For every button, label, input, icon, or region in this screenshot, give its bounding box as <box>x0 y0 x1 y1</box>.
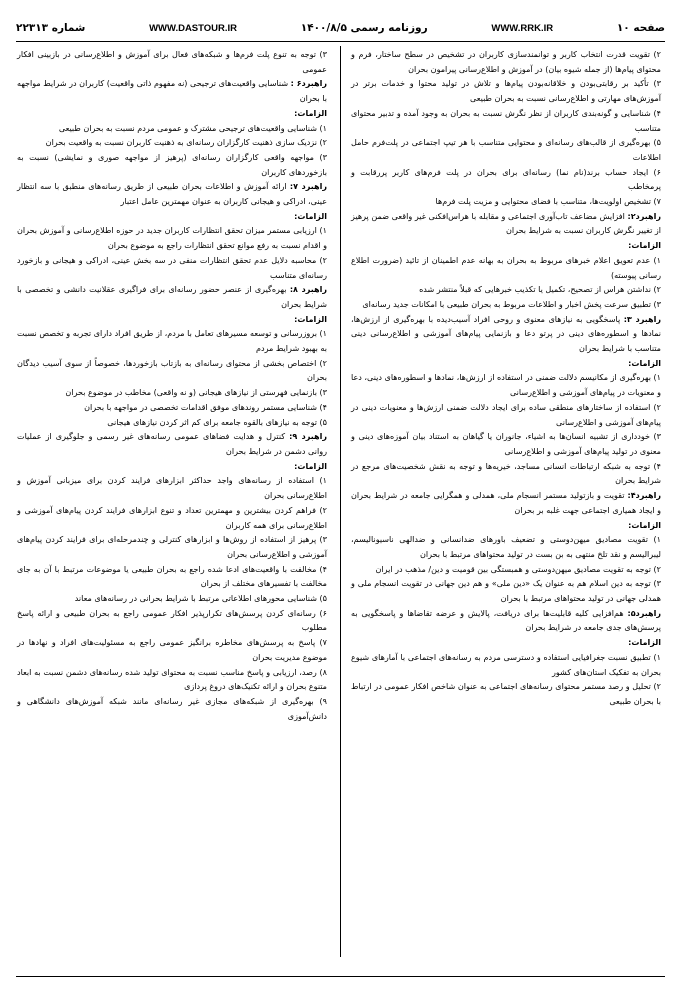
paragraph-text: ۵) شناسایی محورهای اطلاعاتی مرتبط با شرایط بحرانی در رسانه‌های معاند <box>74 594 327 604</box>
paragraph <box>17 313 327 328</box>
paragraph-text: ۶) رسانه‌ای کردن پرسش‌های تکرارپذیر افکار عمومی راجع به بحران طبیعی و ارائه پاسخ مطلوب <box>17 608 327 633</box>
paragraph <box>351 298 661 313</box>
paragraph <box>17 151 327 180</box>
paragraph-text: ۲) استفاده از ساختارهای منطقی ساده برای ایجاد دلالت ضمنی ارزش‌ها و معنویات دینی در پیام‌های آموزشی و اطلاع‌رسانی <box>351 402 661 427</box>
paragraph-text: کنترل و هدایت فضاهای عمومی رسانه‌های غیر رسمی و جلوگیری از عملیات روانی دشمن در شرایط بحران <box>17 432 327 456</box>
paragraph <box>17 107 327 122</box>
paragraph <box>351 636 661 651</box>
paragraph-lead: راهبرد۴: <box>627 491 661 501</box>
paragraph-text: ۳) تطبیق سرعت پخش اخبار و اطلاعات مربوط به بحران طبیعی با امکانات جدید رسانه‌ای <box>362 299 661 309</box>
paragraph-text: ۴) توجه به شبکه ارتباطات انسانی مساجد، خیریه‌ها و توجه به نقش شخصیت‌های مرجع در شرایط بحران <box>351 461 661 486</box>
column-divider <box>340 46 341 957</box>
paragraph <box>17 533 327 562</box>
paragraph <box>351 651 661 680</box>
paragraph <box>351 239 661 254</box>
paragraph <box>17 607 327 636</box>
paragraph <box>351 283 661 298</box>
paragraph-text: شناسایی واقعیت‌های ترجیحی (نه مفهوم ذاتی واقعیت) کاربران در شرایط مواجهه با بحران <box>17 79 327 104</box>
paragraph-lead: الزامات: <box>294 461 327 471</box>
paragraph <box>351 460 661 489</box>
paragraph <box>17 430 327 459</box>
paragraph <box>351 107 661 136</box>
paragraph-text: بهره‌گیری از عنصر حضور رسانه‌ای برای فراگیری عقلانیت دانشی و تخصصی با شرایط بحران <box>17 285 327 309</box>
paragraph <box>17 386 327 401</box>
paragraph <box>351 519 661 534</box>
paragraph <box>351 210 661 239</box>
paragraph <box>17 136 327 151</box>
paragraph <box>351 136 661 165</box>
paragraph <box>351 166 661 195</box>
paragraph-text: ۳) خودداری از تشبیه انسان‌ها به اشیاء، جانوران یا گیاهان به استناد بیان آموزه‌های دینی و معنوی در تولید پیام‌های آموزشی و اطلاع‌رسانی <box>351 432 661 456</box>
paragraph-text: ۶) ایجاد حساب برند(نام نما) رسانه‌ای برای بحران در پلت فرم‌های کاربر پررقابت و پرمخاطب <box>351 167 661 192</box>
paragraph <box>351 313 661 357</box>
page-number: صفحه ۱۰ <box>616 22 665 34</box>
paragraph-text: ۱) عدم تعویق اعلام خبرهای مربوط به بحران به بهانه عدم اطمینان از تائید (ضرورت اطلاع رسانی پیوسته) <box>351 255 661 280</box>
paragraph-text: ۳) مواجهه واقعی کارگزاران رسانه‌ای (پرهیز از مواجهه صوری و نمایشی) نسبت به بازخوردهای کاربران <box>17 152 327 177</box>
paragraph <box>17 416 327 431</box>
site-link-dastour[interactable]: WWW.DASTOUR.IR <box>149 22 238 34</box>
paragraph-text: ۱) استفاده از رسانه‌های واجد حداکثر ابزارهای فرایند کردن برای میزبانی آموزش و اطلاع‌رسانی بحران <box>17 476 327 501</box>
paragraph-text: ۱) بروزرسانی و توسعه مسیرهای تعامل با مردم، از طریق افراد دارای تجربه و تخصص نسبت به بهبود شرایط مردم <box>17 329 327 354</box>
paragraph <box>17 592 327 607</box>
paragraph-lead: راهبرد ۸: <box>289 285 327 295</box>
paragraph-text: ۴) مخالفت با واقعیت‌های ادعا شده راجع به بحران طبیعی یا موضوعات مرتبط با آن به جای مخالفت با تفسیرهای مختلف از بحران <box>17 564 327 589</box>
paragraph <box>17 122 327 137</box>
paragraph-text: ۲) نزدیک سازی ذهنیت کارگزاران رسانه‌ای به ذهنیت کاربران نسبت به واقعیت بحران <box>45 138 327 148</box>
paragraph <box>351 77 661 106</box>
paragraph <box>17 401 327 416</box>
paragraph <box>17 210 327 225</box>
paragraph <box>351 48 661 77</box>
paragraph-text: ۸) رصد، ارزیابی و پاسخ مناسب نسبت به محتوای تولید شده رسانه‌های دشمن نسبت به ابعاد متنوع بحران و ارائه تکنیک‌های دروغ پردازی <box>17 667 327 692</box>
paragraph-text: ارائه آموزش و اطلاعات بحران طبیعی از طریق رسانه‌های منطبق با سه انتظار عینی، ادراکی و هیجانی کاربران به عنوان مهمترین عامل اعتبار <box>17 182 327 207</box>
paragraph <box>17 224 327 253</box>
paragraph-text: ۵) بهره‌گیری از قالب‌های رسانه‌ای و محتوایی متناسب با هر تیپ اجتماعی در پلت‌فرم حامل اطلاعات <box>351 138 661 162</box>
paragraph <box>351 489 661 518</box>
paragraph <box>17 666 327 695</box>
paragraph-text: ۲) نداشتن هراس از تصحیح، تکمیل یا تکذیب خبرهایی که قبلاً منتشر شده <box>419 285 661 295</box>
left-column <box>17 48 327 724</box>
paragraph-text: پاسخگویی به نیازهای معنوی و روحی افراد آسیب‌دیده با بهره‌گیری از ارزش‌ها، نمادها و اسطوره‌های دینی در پرتو دعا و بازنمایی پیام‌های آموزشی و اطلاع‌رسانی دینی متناسب با شرایط بحران <box>351 314 661 354</box>
gazette-title-date: روزنامه رسمی ۱۴۰۰/۸/۵ <box>300 22 428 34</box>
paragraph-text: افزایش مضاعف تاب‌آوری اجتماعی و مقابله با هراس‌افکنی غیر واقعی ضمن پرهیز از تغییر نگرش کاربران نسبت به شرایط بحران <box>351 211 661 236</box>
paragraph <box>17 48 327 77</box>
paragraph-lead: راهبرد ۷: <box>289 182 327 192</box>
paragraph-text: ۱) شناسایی واقعیت‌های ترجیحی مشترک و عمومی مردم نسبت به بحران طبیعی <box>58 123 327 133</box>
paragraph-text: ۱) تطبیق نسبت جغرافیایی استفاده و دسترسی مردم به رسانه‌های اجتماعی با آمارهای شیوع بحران به تفکیک استان‌های کشور <box>351 652 661 677</box>
footer-rule <box>16 976 665 977</box>
paragraph <box>351 357 661 372</box>
paragraph <box>17 254 327 283</box>
paragraph-lead: الزامات: <box>294 211 327 221</box>
paragraph <box>17 283 327 312</box>
paragraph-text: ۳) تأکید بر رقابتی‌بودن و خلاقانه‌بودن پیام‌ها و تلاش در تولید محتوا و خدمات برتر در آموزش‌های مهارتی و اطلاع‌رسانی نسبت به بحران طبیعی <box>351 79 661 104</box>
paragraph <box>351 577 661 606</box>
paragraph-text: ۲) تقویت قدرت انتخاب کاربر و توانمندسازی کاربران در تشخیص در سطح ساختار، فرم و محتوای پیام‌ها (از جمله شیوه بیان) در آموزش و اطلاع‌رسانی پیرامون بحران <box>351 50 661 74</box>
paragraph-lead: راهبرد ۳: <box>623 314 661 324</box>
paragraph-text: ۴) شناسایی و گونه‌بندی کاربران از نظر نگرش نسبت به بحران به وجود آمده و تدبیر محتوای متناسب <box>351 108 661 133</box>
paragraph <box>351 607 661 636</box>
paragraph-text: ۱) ارزیابی مستمر میزان تحقق انتظارات کاربران جدید در حوزه اطلاع‌رسانی و آموزش بحران و اقدام نسبت به رفع موانع تحقق انتظارات راجع به موضوع بحران <box>17 226 327 251</box>
paragraph <box>17 77 327 106</box>
paragraph-text: تقویت و بازتولید مستمر انسجام ملی، همدلی و همگرایی جامعه در شرایط بحران و ایجاد همیاری اجتماعی جهت غلبه بر بحران <box>351 491 661 515</box>
right-column <box>351 48 661 710</box>
paragraph-text: ۳) پرهیز از استفاده از روش‌ها و ابزارهای کنترلی و چندمرحله‌ای برای فرایند کردن پیام‌های آموزشی و اطلاع‌رسانی بحران <box>17 535 327 559</box>
paragraph <box>351 371 661 400</box>
paragraph-lead: الزامات: <box>294 108 327 118</box>
site-link-rrk[interactable]: WWW.RRK.IR <box>491 22 554 34</box>
paragraph-lead: الزامات: <box>628 638 661 648</box>
page-header <box>16 18 665 38</box>
paragraph <box>351 254 661 283</box>
paragraph-text: ۲) اختصاص بخشی از محتوای رسانه‌ای به بازتاب بازخوردها، خصوصاً از سوی آسیب دیدگان بحران <box>17 358 327 383</box>
paragraph <box>351 401 661 430</box>
paragraph <box>351 533 661 562</box>
paragraph <box>351 680 661 709</box>
paragraph <box>351 195 661 210</box>
paragraph-text: ۳) توجه به دین اسلام هم به عنوان یک «دین ملی» و هم دین جهانی در تقویت انسجام ملی و همدلی جهانی در تولید محتواهای مرتبط با بحران <box>351 579 661 604</box>
paragraph-text: ۵) توجه به نیازهای بالقوه جامعه برای کم اثر کردن نیازهای هیجانی <box>107 417 327 427</box>
paragraph-text: ۲) فراهم کردن بیشترین و مهمترین تعداد و تنوع ابزارهای فرایند کردن پیام‌های آموزشی و اطلاع‌رسانی برای همه کاربران <box>17 505 327 530</box>
header-rule <box>16 41 665 42</box>
paragraph <box>351 430 661 459</box>
paragraph <box>17 180 327 209</box>
paragraph-text: ۱) تقویت مصادیق میهن‌دوستی و تضعیف باورهای ضدانسانی و ضدالهی ناسیونالیسم، لیبرالیسم و نقد تلخ منتهی به بن بست در تولید محتواهای مرتبط با بحران <box>351 535 661 559</box>
paragraph-lead: راهبرد۲: <box>627 211 661 221</box>
paragraph-lead: الزامات: <box>628 241 661 251</box>
paragraph <box>17 460 327 475</box>
paragraph <box>17 474 327 503</box>
paragraph-text: ۹) بهره‌گیری از شبکه‌های مجازی غیر رسانه‌ای مانند شبکه آموزش‌های دانشگاهی و دانش‌آموزی <box>17 696 327 721</box>
paragraph <box>17 695 327 724</box>
paragraph <box>17 327 327 356</box>
paragraph <box>351 563 661 578</box>
paragraph-text: ۱) بهره‌گیری از مکانیسم دلالت ضمنی در استفاده از ارزش‌ها، نمادها و اسطوره‌های دینی، دعا و معنویات در پیام‌های آموزشی و اطلاع‌رسانی <box>351 373 661 398</box>
paragraph <box>17 357 327 386</box>
paragraph-lead: الزامات: <box>628 520 661 530</box>
paragraph-text: ۴) شناسایی مستمر روندهای موفق اقدامات تخصصی در مواجهه با بحران <box>84 402 327 412</box>
paragraph <box>17 563 327 592</box>
paragraph-lead: راهبرد ۹: <box>289 432 327 442</box>
paragraph-text: ۲) توجه به تقویت مصادیق میهن‌دوستی و همبستگی بین قومیت و دین/ مذهب در ایران <box>375 564 661 574</box>
paragraph-text: ۲) تحلیل و رصد مستمر محتوای رسانه‌های اجتماعی به عنوان شاخص افکار عمومی در ارتباط با بحران طبیعی <box>351 682 661 706</box>
paragraph-lead: الزامات: <box>628 358 661 368</box>
paragraph-lead: راهبرد۶ : <box>290 79 327 89</box>
paragraph <box>17 636 327 665</box>
paragraph-text: ۲) محاسبه دلایل عدم تحقق انتظارات منفی در سه بخش عینی، ادراکی و هیجانی و بازخورد رسانه‌ای متناسب <box>17 255 327 280</box>
paragraph-text: ۷) تشخیص اولویت‌ها، متناسب با فضای محتوایی و مزیت پلت فرم‌ها <box>435 197 661 207</box>
paragraph-text: هم‌افزایی کلیه قابلیت‌ها برای دریافت، پالایش و عرضه تقاضاها و پاسخگویی به پرسش‌های جدی جامعه در شرایط بحران <box>351 608 661 633</box>
paragraph-lead: الزامات: <box>294 314 327 324</box>
issue-number: شماره ۲۲۳۱۳ <box>16 22 86 34</box>
paragraph-text: ۷) پاسخ به پرسش‌های مخاطره برانگیز عمومی راجع به مسئولیت‌های افراد و نهادها در موضوع مدیریت بحران <box>17 638 327 662</box>
paragraph-text: ۳) بازنمایی فهرستی از نیازهای هیجانی (و نه واقعی) مخاطب در موضوع بحران <box>65 388 327 398</box>
paragraph <box>17 504 327 533</box>
paragraph-text: ۳) توجه به تنوع پلت فرم‌ها و شبکه‌های فعال برای آموزش و اطلاع‌رسانی در بازبینی افکار عمومی <box>17 50 327 74</box>
paragraph-lead: راهبرد۵: <box>627 608 661 618</box>
